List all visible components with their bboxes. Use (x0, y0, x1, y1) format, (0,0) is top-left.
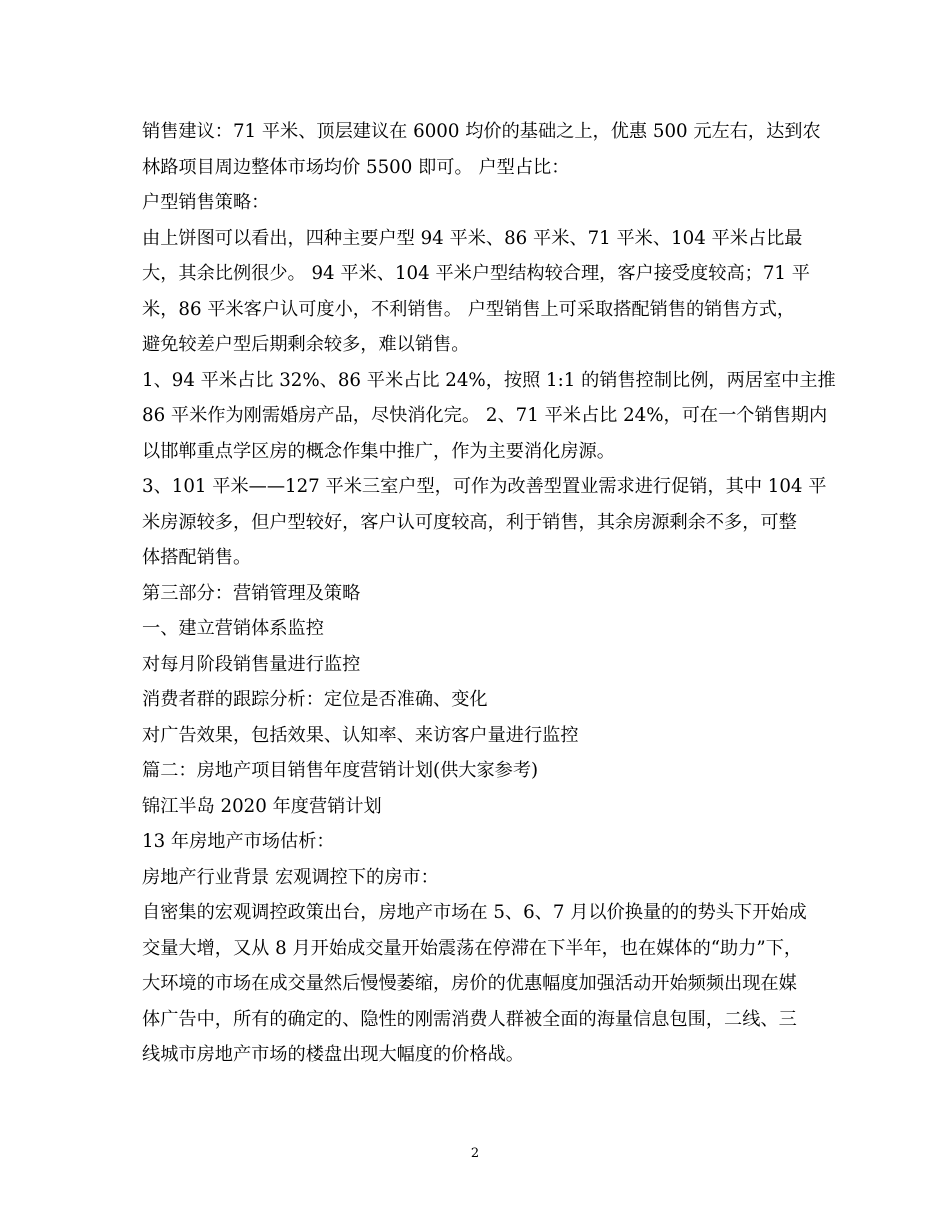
text-line: 林路项目周边整体市场均价 5500 即可。 户型占比： (142, 156, 570, 178)
paragraph-macro-control (142, 895, 814, 1073)
page-number: 2 (470, 1146, 480, 1161)
paragraph-consumer-tracking (142, 682, 814, 718)
paragraph-pie-chart-analysis (142, 221, 814, 363)
text-line: 第三部分：营销管理及策略 (142, 582, 361, 604)
heading-industry-background (142, 860, 814, 896)
paragraph-item-1-2 (142, 363, 836, 470)
text-line: 对广告效果，包括效果、认知率、来访客户量进行监控 (142, 724, 579, 746)
subheading-marketing-monitoring (142, 611, 814, 647)
heading-annual-plan (142, 789, 814, 825)
text-line: 线城市房地产市场的楼盘出现大幅度的价格战。 (142, 1044, 524, 1065)
text-line: 消费者群的跟踪分析：定位是否准确、变化 (142, 689, 488, 710)
text-line: 米房源较多，但户型较好，客户认可度较高，利于销售，其余房源剩余不多，可整 (142, 511, 797, 533)
text-line: 避免较差户型后期剩余较多，难以销售。 (142, 334, 470, 355)
text-line: 米，86 平米客户认可度小，不利销售。 户型销售上可采取搭配销售的销售方式， (142, 298, 796, 320)
text-line: 3、101 平米——127 平米三室户型，可作为改善型置业需求进行促销，其中 104 平 (142, 476, 827, 497)
paragraph-item-3 (142, 469, 827, 576)
text-line: 以邯郸重点学区房的概念作集中推广，作为主要消化房源。 (142, 440, 615, 462)
text-line: 86 平米作为刚需婚房产品，尽快消化完。 2、71 平米占比 24%，可在一个销售期内 (142, 405, 828, 426)
text-line: 销售建议：71 平米、顶层建议在 6000 均价的基础之上，优惠 500 元左右，达到农 (142, 121, 821, 142)
text-line: 体广告中，所有的确定的、隐性的刚需消费人群被全面的海量信息包围，二线、三 (142, 1008, 797, 1030)
text-line: 篇二：房地产项目销售年度营销计划(供大家参考) (142, 760, 539, 781)
page-body (142, 114, 836, 1073)
text-line: 大环境的市场在成交量然后慢慢萎缩，房价的优惠幅度加强活动开始频频出现在媒 (142, 973, 797, 994)
text-line: 锦江半岛 2020 年度营销计划 (142, 795, 382, 817)
paragraph-sales-advice (142, 114, 821, 185)
heading-article-two (142, 753, 814, 789)
text-line: 交量大增，又从 8 月开始成交量开始震荡在停滞在下半年，也在媒体的“助力”下， (142, 937, 803, 959)
text-line: 13 年房地产市场估析： (142, 831, 335, 852)
text-line: 1、94 平米占比 32%、86 平米占比 24%，按照 1:1 的销售控制比例，两居室中主推 (142, 369, 836, 391)
text-line: 房地产行业背景 宏观调控下的房市： (142, 866, 439, 888)
text-line: 自密集的宏观调控政策出台，房地产市场在 5、6、7 月以价换量的的势头下开始成 (142, 902, 807, 923)
paragraph-ad-effect-monitoring (142, 718, 814, 754)
text-line: 户型销售策略： (142, 192, 270, 213)
text-line: 体搭配销售。 (142, 547, 252, 568)
text-line: 对每月阶段销售量进行监控 (142, 653, 361, 675)
section-heading-part-three (142, 576, 814, 612)
text-line: 一、建立营销体系监控 (142, 618, 324, 639)
paragraph-monthly-monitoring (142, 647, 814, 683)
heading-market-estimate (142, 824, 814, 860)
paragraph-unit-sales-strategy-heading (142, 185, 814, 221)
text-line: 大，其余比例很少。 94 平米、104 平米户型结构较合理，客户接受度较高；71 平 (142, 263, 810, 284)
text-line: 由上饼图可以看出，四种主要户型 94 平米、86 平米、71 平米、104 平米占比最 (142, 227, 803, 249)
